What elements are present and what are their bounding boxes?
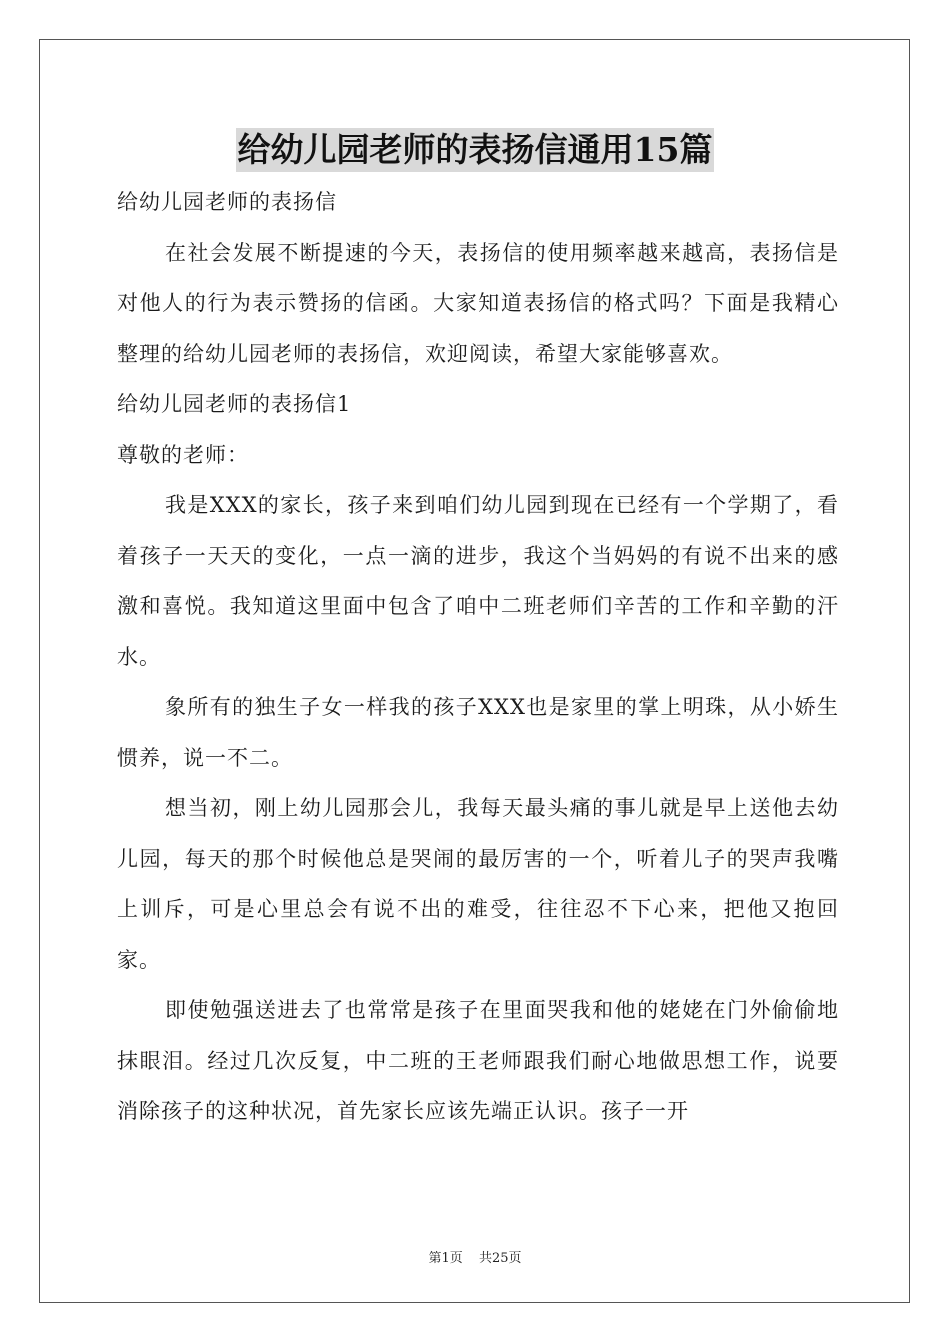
title-wrap: [0, 128, 950, 172]
paragraph: 我是XXX的家长，孩子来到咱们幼儿园到现在已经有一个学期了，看着孩子一天天的变化，一点一滴的进步，我这个当妈妈的有说不出来的感激和喜悦。我知道这里面中包含了咱中二班老师们辛苦的工作和辛勤的汗水。: [117, 493, 839, 669]
page-footer: [0, 1247, 950, 1266]
paragraph: 尊敬的老师：: [117, 442, 249, 467]
paragraph: 在社会发展不断提速的今天，表扬信的使用频率越来越高，表扬信是对他人的行为表示赞扬的信函。大家知道表扬信的格式吗？下面是我精心整理的给幼儿园老师的表扬信，欢迎阅读，希望大家能够喜欢。: [117, 240, 839, 366]
document-title: 给幼儿园老师的表扬信通用15篇: [236, 128, 715, 172]
paragraph: 想当初，刚上幼儿园那会儿，我每天最头痛的事儿就是早上送他去幼儿园，每天的那个时候他总是哭闹的最厉害的一个，听着儿子的哭声我嘴上训斥，可是心里总会有说不出的难受，往往忍不下心来，把他又抱回家。: [117, 796, 839, 972]
page-total: 共25页: [478, 1251, 522, 1266]
paragraph: 给幼儿园老师的表扬信: [117, 190, 337, 214]
document-body: [117, 177, 839, 1137]
paragraph: 给幼儿园老师的表扬信1: [117, 392, 352, 416]
paragraph: 即使勉强送进去了也常常是孩子在里面哭我和他的姥姥在门外偷偷地抹眼泪。经过几次反复，中二班的王老师跟我们耐心地做思想工作，说要消除孩子的这种状况，首先家长应该先端正认识。孩子一开: [117, 998, 839, 1123]
page-number: 第1页: [428, 1251, 463, 1266]
paragraph: 象所有的独生子女一样我的孩子XXX也是家里的掌上明珠，从小娇生惯养，说一不二。: [117, 695, 839, 770]
